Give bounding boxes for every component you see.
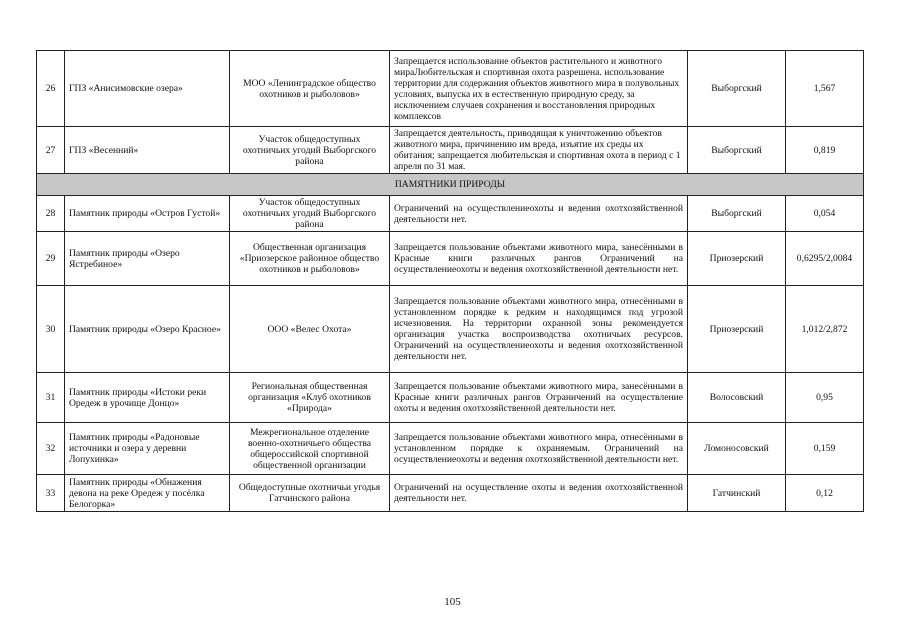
row-number: 29 bbox=[37, 232, 65, 286]
land-user: Региональная общественная организация «Клуб охотников «Природа» bbox=[230, 373, 390, 423]
area-value: 0,819 bbox=[786, 127, 864, 174]
area-value: 1,567 bbox=[786, 51, 864, 127]
table-row bbox=[37, 127, 864, 174]
protected-areas-table bbox=[36, 50, 864, 512]
protection-regime: Ограничений на осуществление охоты и ведения охотхозяйственной деятельности нет. bbox=[390, 475, 688, 512]
district: Ломоносовский bbox=[688, 423, 786, 475]
object-name: ГПЗ «Весенний» bbox=[65, 127, 230, 174]
land-user: Участок общедоступных охотничьих угодий Выборгского района bbox=[230, 127, 390, 174]
land-user: МОО «Ленинградское общество охотников и рыболовов» bbox=[230, 51, 390, 127]
object-name: Памятник природы «Истоки реки Оредеж в урочище Донцо» bbox=[65, 373, 230, 423]
land-user: Общественная организация «Приозерское районное общество охотников и рыболовов» bbox=[230, 232, 390, 286]
district: Выборгский bbox=[688, 51, 786, 127]
table-row bbox=[37, 423, 864, 475]
district: Приозерский bbox=[688, 232, 786, 286]
row-number: 26 bbox=[37, 51, 65, 127]
row-number: 32 bbox=[37, 423, 65, 475]
area-value: 0,159 bbox=[786, 423, 864, 475]
protection-regime: Запрещается пользование объектами животного мира, отнесёнными в установленном порядке к охраняемым. Ограничений на осуществлениеохоты и ведения охотхозяйственной деятельности нет. bbox=[390, 423, 688, 475]
table-row bbox=[37, 232, 864, 286]
row-number: 31 bbox=[37, 373, 65, 423]
district: Приозерский bbox=[688, 286, 786, 373]
area-value: 0,95 bbox=[786, 373, 864, 423]
land-user: Участок общедоступных охотничьих угодий Выборгского района bbox=[230, 196, 390, 232]
object-name: ГПЗ «Анисимовские озера» bbox=[65, 51, 230, 127]
table-row bbox=[37, 51, 864, 127]
area-value: 0,12 bbox=[786, 475, 864, 512]
object-name: Памятник природы «Остров Густой» bbox=[65, 196, 230, 232]
table-row bbox=[37, 286, 864, 373]
row-number: 28 bbox=[37, 196, 65, 232]
land-user: ООО «Велес Охота» bbox=[230, 286, 390, 373]
district: Выборгский bbox=[688, 127, 786, 174]
district: Волосовский bbox=[688, 373, 786, 423]
protection-regime: Запрещается использование объектов растительного и животного мираЛюбительская и спортивная охота разрешена. использование территории для содержания объектов животного мира в полувольных условиях, выпуска их в естественную природную среду, за исключением случаев сохранения и восстановления природных комплексов bbox=[390, 51, 688, 127]
protection-regime: Запрещается пользование объектами животного мира, отнесёнными в установленном порядке к редким и находящимся под угрозой исчезновения. На территории охранной зоны рекомендуется организация участка воспроизводства охотничьих ресурсов. Ограничений на осуществлениеохоты и ведения охотхозяйственной деятельности нет. bbox=[390, 286, 688, 373]
object-name: Памятник природы «Озеро Красное» bbox=[65, 286, 230, 373]
object-name: Памятник природы «Обнажения девона на реке Оредеж у посёлка Белогорка» bbox=[65, 475, 230, 512]
area-value: 1,012/2,872 bbox=[786, 286, 864, 373]
object-name: Памятник природы «Озеро Ястребиное» bbox=[65, 232, 230, 286]
protection-regime: Ограничений на осуществлениеохоты и ведения охотхозяйственной деятельности нет. bbox=[390, 196, 688, 232]
table-row bbox=[37, 475, 864, 512]
land-user: Межрегиональное отделение военно-охотничьего общества общероссийской спортивной общественной организации bbox=[230, 423, 390, 475]
protection-regime: Запрещается пользование объектами животного мира, занесёнными в Красные книги различных рангов Ограничений на осуществление охоты и ведения охотхозяйственной деятельности нет. bbox=[390, 373, 688, 423]
section-title: ПАМЯТНИКИ ПРИРОДЫ bbox=[37, 174, 864, 196]
district: Гатчинский bbox=[688, 475, 786, 512]
protection-regime: Запрещается пользование объектами животного мира, занесёнными в Красные книги различных рангов Ограничений на осуществлениеохоты и ведения охотхозяйственной деятельности нет. bbox=[390, 232, 688, 286]
land-user: Общедоступные охотничьи угодья Гатчинского района bbox=[230, 475, 390, 512]
row-number: 30 bbox=[37, 286, 65, 373]
table-row bbox=[37, 373, 864, 423]
area-value: 0,6295/2,0084 bbox=[786, 232, 864, 286]
object-name: Памятник природы «Радоновые источники и озера у деревни Лопухинка» bbox=[65, 423, 230, 475]
protection-regime: Запрещается деятельность, приводящая к уничтожению объектов животного мира, причинению им вреда, изъятие их среды их обитания; запрещается любительская и спортивная охота в период с 1 апреля по 31 мая. bbox=[390, 127, 688, 174]
row-number: 27 bbox=[37, 127, 65, 174]
district: Выборгский bbox=[688, 196, 786, 232]
section-header-row bbox=[37, 174, 864, 196]
area-value: 0,054 bbox=[786, 196, 864, 232]
row-number: 33 bbox=[37, 475, 65, 512]
page-number: 105 bbox=[444, 596, 461, 608]
table-row bbox=[37, 196, 864, 232]
